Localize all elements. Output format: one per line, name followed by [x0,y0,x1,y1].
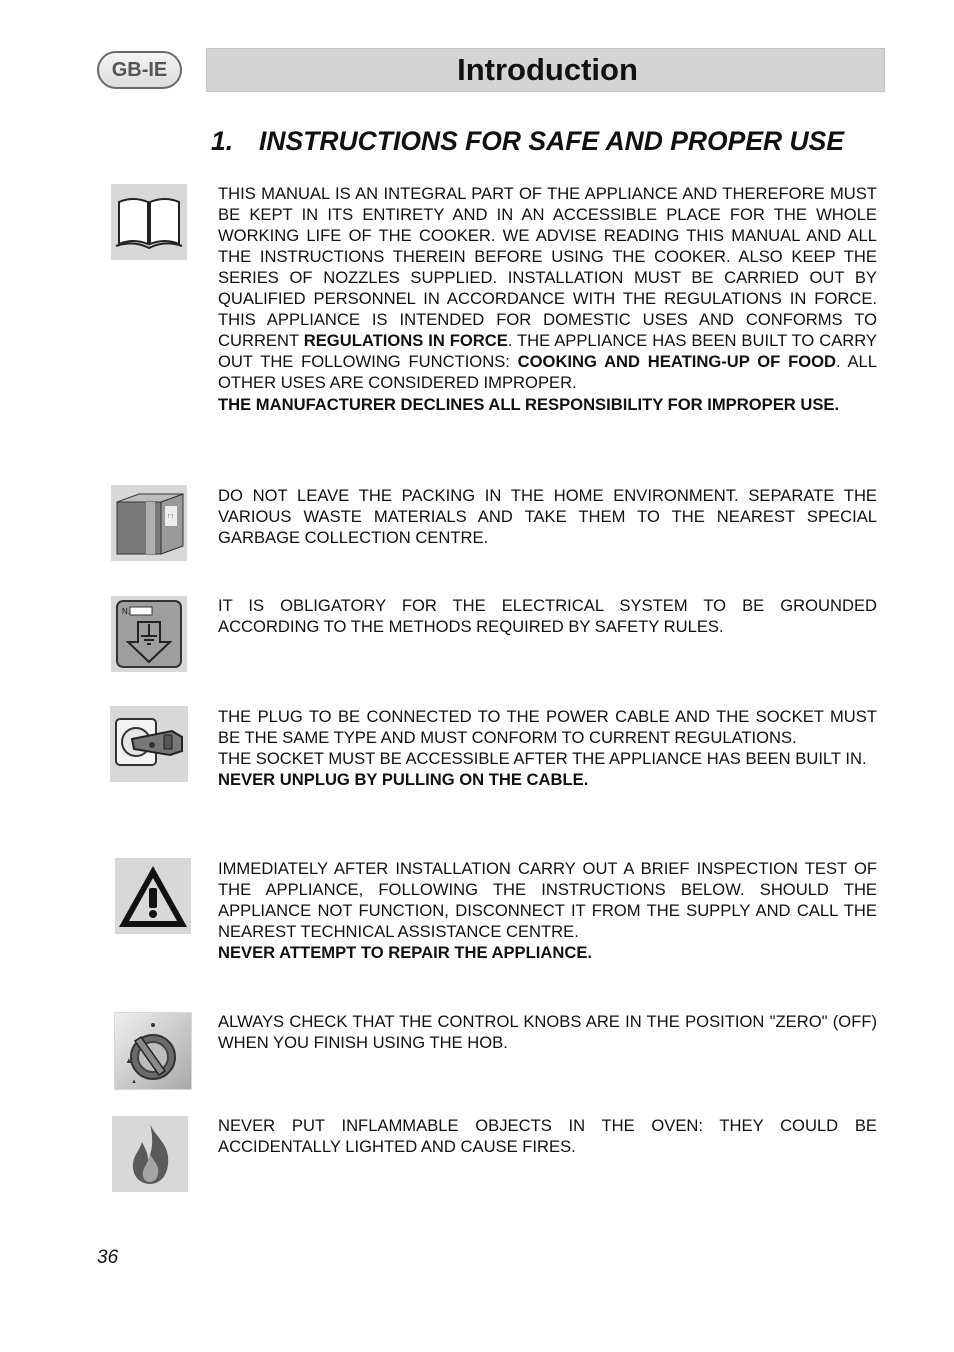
manual-text-part: THIS MANUAL IS AN INTEGRAL PART OF THE APPLIANCE AND THEREFORE MUST BE KEPT IN ITS ENTIRETY AND IN AN ACCESSIBLE PLACE FOR THE WHOLE WORKING LIFE OF THE COOKER. WE ADVISE READING THIS MANUAL AND ALL THE INSTRUCTIONS THEREIN BEFORE USING THE COOKER. ALSO KEEP THE SERIES OF NOZZLES SUPPLIED. INSTALLATION MUST BE CARRIED OUT BY QUALIFIED PERSONNEL IN ACCORDANCE WITH THE REGULATIONS IN FORCE. THIS APPLIANCE IS INTENDED FOR DOMESTIC USES AND CONFORMS TO CURRENT [218,184,877,350]
manual-text-part: . THE APPLIANCE HAS BEEN BUILT TO CARRY OUT THE FOLLOWING FUNCTIONS: [218,331,877,371]
ground-label: N. [122,607,130,616]
manual-text-bold: REGULATIONS IN FORCE [303,331,508,350]
svg-text:↑↑: ↑↑ [167,513,174,520]
svg-text:▲: ▲ [125,1056,133,1065]
page-title: Introduction [457,52,638,87]
paragraph-plug [218,706,877,790]
page-number: 36 [97,1247,119,1268]
warning-triangle-icon [115,858,191,934]
paragraph-manual [218,183,877,415]
book-icon [111,184,187,260]
paragraph-grounding [218,595,877,637]
control-knob-icon [114,1012,192,1090]
plug-socket-icon [110,706,188,782]
manual-text [218,183,877,393]
section-number: 1. [211,126,234,156]
never-unplug-warning: NEVER UNPLUG BY PULLING ON THE CABLE. [218,770,589,789]
inspection-text: IMMEDIATELY AFTER INSTALLATION CARRY OUT A BRIEF INSPECTION TEST OF THE APPLIANCE, FOLLOWING THE INSTRUCTIONS BELOW. SHOULD THE APPLIANCE NOT FUNCTION, DISCONNECT IT FROM THE SUPPLY AND CALL THE NEAREST TECHNICAL ASSISTANCE CENTRE. [218,859,877,941]
section-title [211,126,891,157]
paragraph-packing [218,485,877,548]
packing-box-icon [111,485,187,561]
socket-text: THE SOCKET MUST BE ACCESSIBLE AFTER THE APPLIANCE HAS BEEN BUILT IN. [218,749,867,768]
section-title-text: INSTRUCTIONS FOR SAFE AND PROPER USE [259,126,845,156]
knobs-text: ALWAYS CHECK THAT THE CONTROL KNOBS ARE IN THE POSITION "ZERO" (OFF) WHEN YOU FINISH USING THE HOB. [218,1012,877,1052]
header-bar [206,48,885,92]
paragraph-flammable [218,1115,877,1157]
language-badge: GB-IE [97,51,182,89]
flame-icon [112,1116,188,1192]
packing-text: DO NOT LEAVE THE PACKING IN THE HOME ENVIRONMENT. SEPARATE THE VARIOUS WASTE MATERIALS AND TAKE THEM TO THE NEAREST SPECIAL GARBAGE COLLECTION CENTRE. [218,486,877,547]
grounding-text: IT IS OBLIGATORY FOR THE ELECTRICAL SYSTEM TO BE GROUNDED ACCORDING TO THE METHODS REQUIRED BY SAFETY RULES. [218,596,877,636]
plug-text: THE PLUG TO BE CONNECTED TO THE POWER CABLE AND THE SOCKET MUST BE THE SAME TYPE AND MUST CONFORM TO CURRENT REGULATIONS. [218,707,877,747]
never-repair-warning: NEVER ATTEMPT TO REPAIR THE APPLIANCE. [218,943,592,962]
ground-symbol-icon [111,596,187,672]
manual-text-part: . ALL OTHER USES ARE CONSIDERED IMPROPER. [218,352,877,392]
paragraph-inspection [218,858,877,963]
paragraph-knobs [218,1011,877,1053]
manual-text-bold: COOKING AND HEATING-UP OF FOOD [517,352,836,371]
svg-text:▲: ▲ [131,1079,137,1085]
flammable-text: NEVER PUT INFLAMMABLE OBJECTS IN THE OVEN: THEY COULD BE ACCIDENTALLY LIGHTED AND CAUSE FIRES. [218,1116,877,1156]
manufacturer-disclaimer: THE MANUFACTURER DECLINES ALL RESPONSIBILITY FOR IMPROPER USE. [218,395,840,414]
